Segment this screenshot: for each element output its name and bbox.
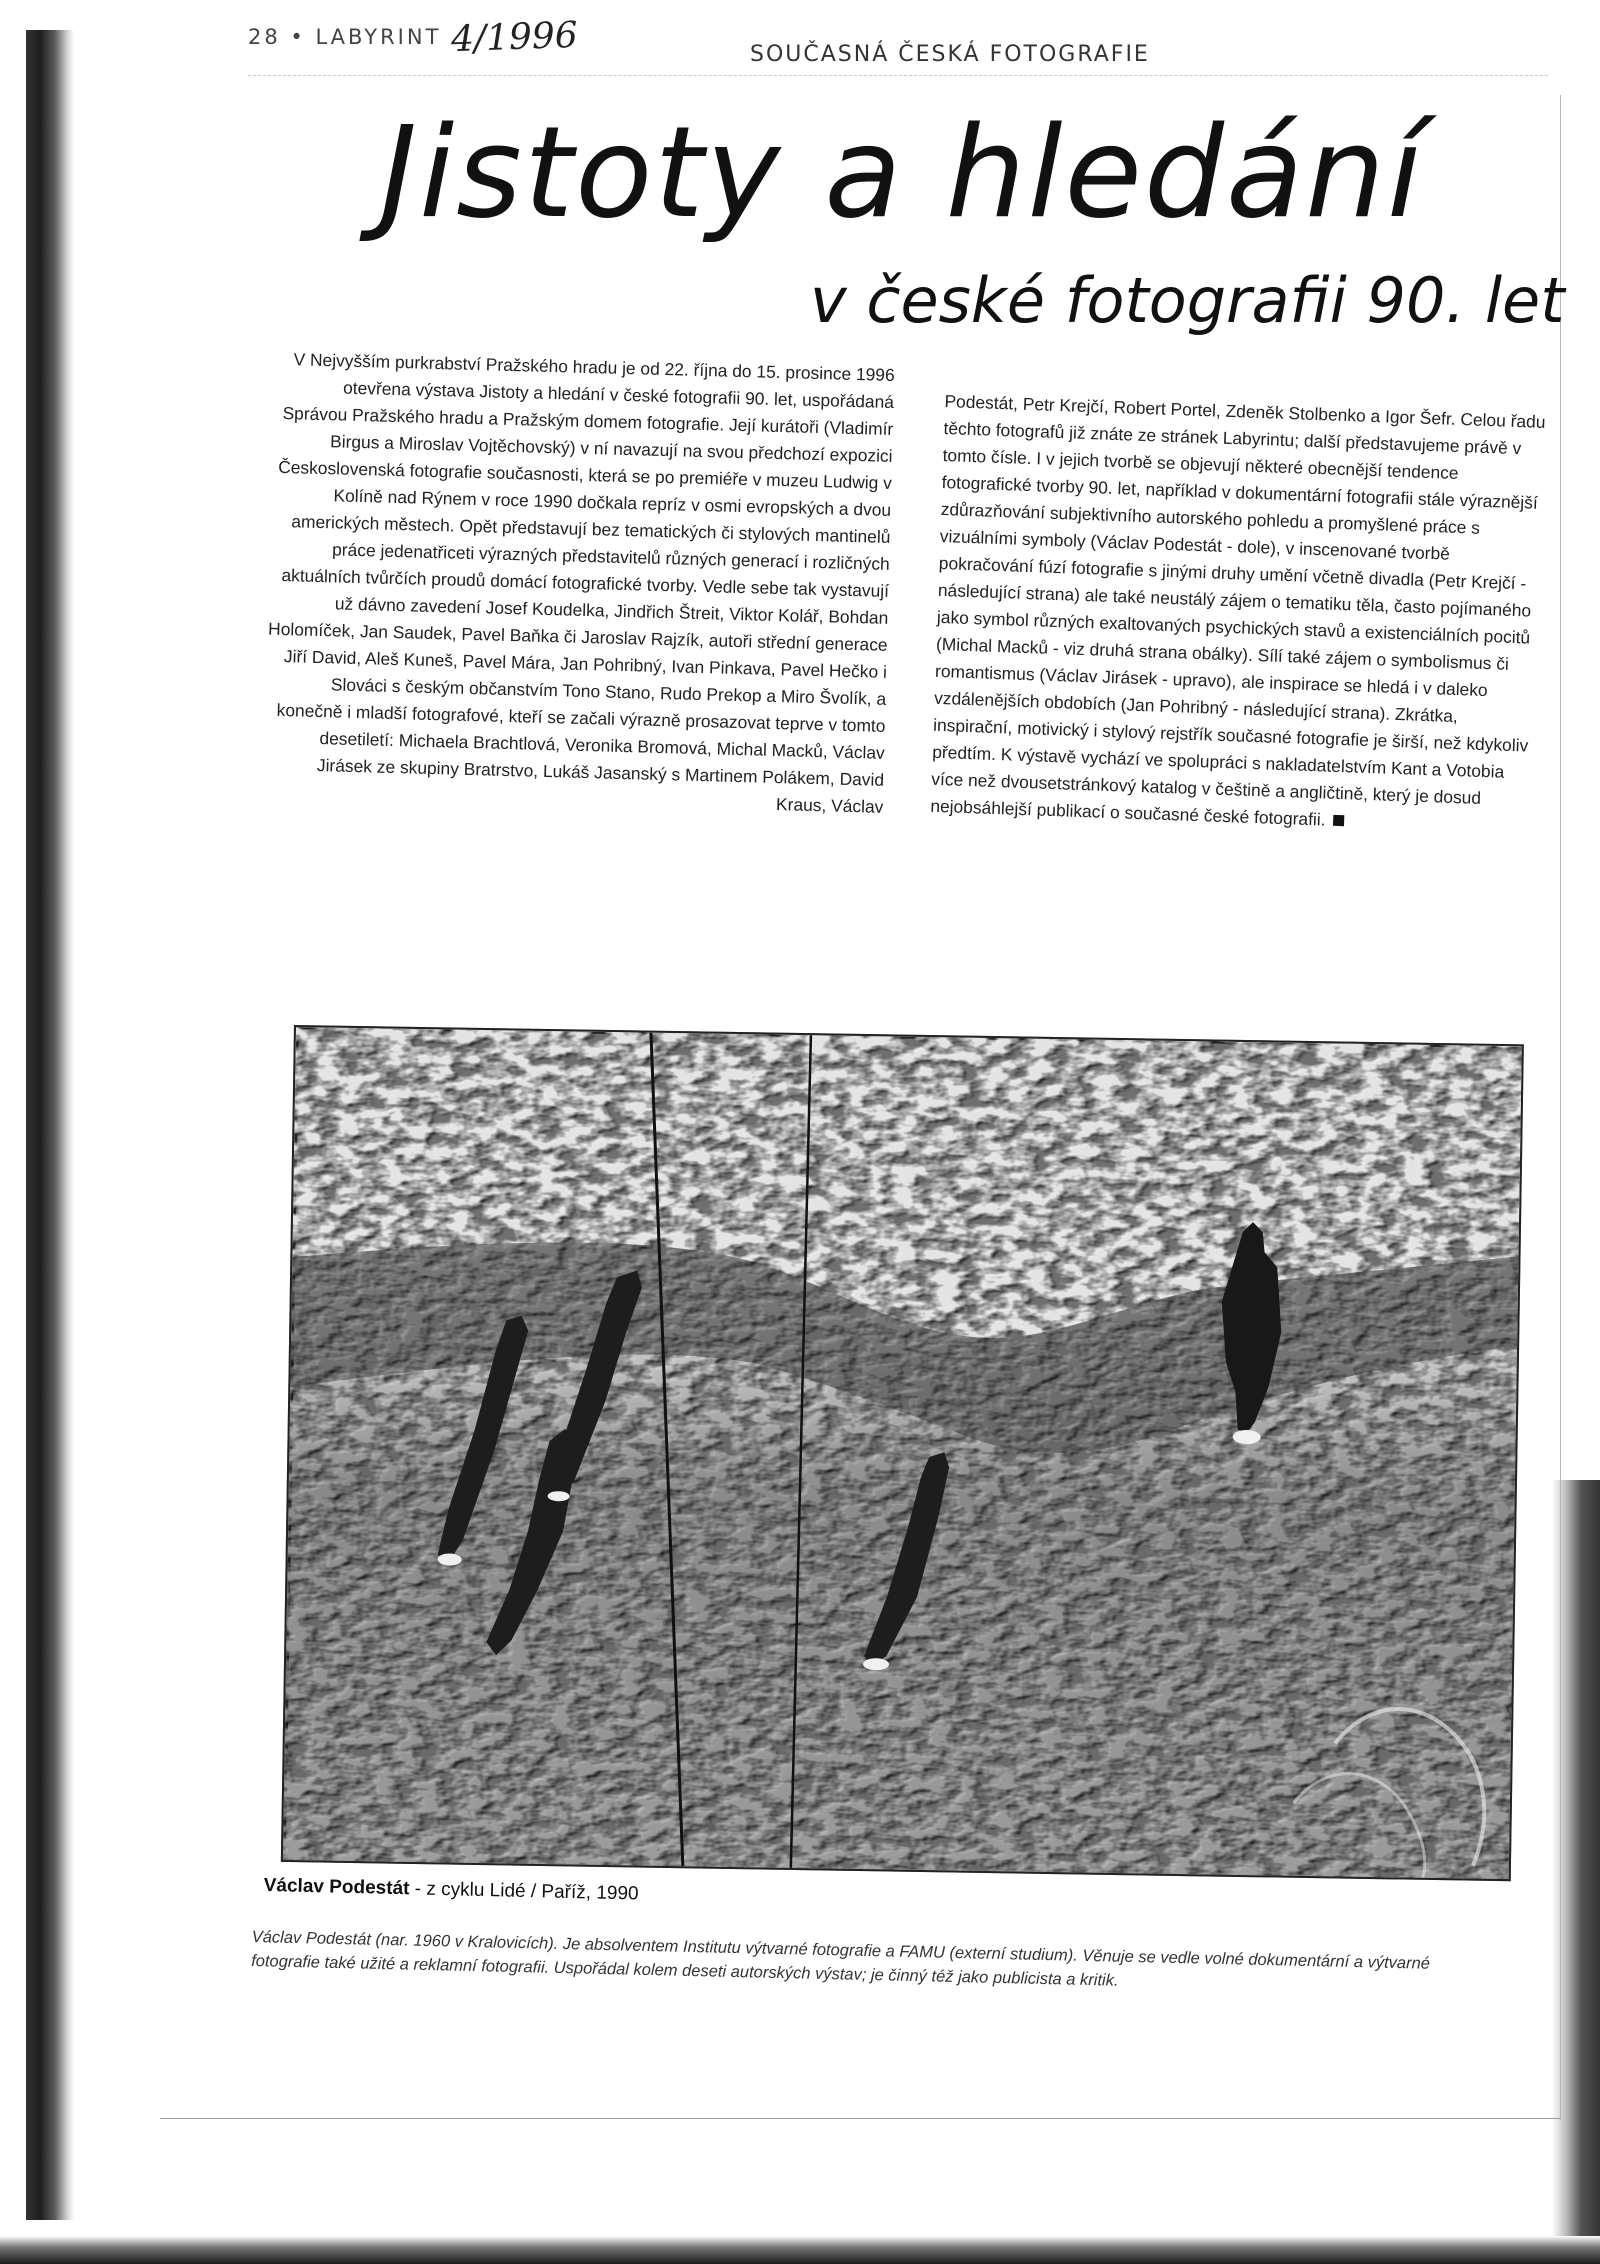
end-of-article-mark [1333, 815, 1344, 826]
photographer-bio: Václav Podestát (nar. 1960 v Kralovicích). Je absolventem Institutu výtvarné fotografie a FAMU (externí studium). Věnuje se vedle volné dokumentární a výtvarné fotografie také užité a reklamní fotografii. Uspořádal kolem deseti autorských výstav; je činný též jako publicista a kritik. [250, 1927, 1431, 1990]
scan-edge-bottom [0, 2236, 1600, 2264]
photo-caption-detail: - z cyklu Lidé / Paříž, 1990 [409, 1878, 639, 1905]
page-edge-line [160, 2118, 1560, 2119]
page-number-magazine: 28 • LABYRINT [248, 25, 442, 49]
article-text-left: V Nejvyšším purkrabství Pražského hradu je od 22. října do 15. prosince 1996 otevřena výstava Jistoty a hledání v české fotografii 90. let, uspořádaná Správou Pražského hradu a Pražským domem fotografie. Její kurátoři (Vladimír Birgus a Miroslav Vojtěchovský) v ní navazují na svou předchozí expozici Československá fotografie současnosti, která se po premiéře v muzeu Ludwig v Kolíně nad Rýnem v roce 1990 dočkala repríz v osmi evropských a dvou amerických městech. Opět představují bez tematických či stylových mantinelů práce jedenatřiceti výrazných představitelů různých generací i rozličných aktuálních tvůrčích proudů domácí fotografické tvorby. Vedle sebe tak vystavují už dávno zavedení Josef Koudelka, Jindřich Štreit, Viktor Kolář, Bohdan Holomíček, Jan Saudek, Pavel Baňka či Jaroslav Rajzík, autoři střední generace Jiří David, Aleš Kuneš, Pavel Mára, Jan Pohribný, Ivan Pinkava, Pavel Hečko i Slováci s českým občanstvím Tono Stano, Rudo Prekop a Miro Švolík, a konečně i mladší fotografové, kteří se začali výrazně prosazovat teprve v tomto desetiletí: Michaela Brachtlová, Veronika Bromová, Michal Macků, Václav Jirásek ze skupiny Bratrstvo, Lukáš Jasanský s Martinem Polákem, David Kraus, Václav [267, 349, 895, 817]
photo-caption [264, 1875, 639, 1906]
photograph-people-shadows [281, 1025, 1524, 1881]
article-column-left [263, 346, 895, 821]
running-head [248, 14, 578, 60]
article-text-right-body: Podestát, Petr Krejčí, Robert Portel, Zdeněk Stolbenko a Igor Šefr. Celou řadu těchto fotografů již znáte ze stránek Labyrintu; další představujeme právě v tomto čísle. I v jejich tvorbě se objevují některé obecnější tendence fotografické tvorby 90. let, například v dokumentární fotografii stále výraznější zdůrazňování subjektivního autorského pohledu a promyšlené práce s vizuálními symboly (Václav Podestát - dole), v inscenované tvorbě pokračování fúzí fotografie s jinými druhy umění včetně divadla (Petr Krejčí - následující strana) ale také neustálý zájem o tematiku těla, často pojímaného jako symbol různých exaltovaných psychických stavů a existenciálních pocitů (Michal Macků - viz druhá strana obálky). Sílí také zájem o symbolismus či romantismus (Václav Jirásek - upravo), ale inspirace se hledá i v daleko vzdálenějších obdobích (Jan Pohribný - následující strana). Zkrátka, inspirační, motivický i stylový rejstřík současné fotografie je širší, než kdykoliv předtím. K výstavě vychází ve spolupráci s nakladatelstvím Kant a Votobia více než dvousetstránkový katalog v češtině a angličtině, který je dosud nejobsáhlejší publikací o současné české fotografii. [930, 390, 1546, 830]
photo-caption-author: Václav Podestát [263, 1875, 410, 1900]
scan-edge-left [26, 30, 74, 2220]
article-text-right [930, 388, 1550, 841]
article-subheadline: v české fotografii 90. let [810, 264, 1565, 337]
section-title: SOUČASNÁ ČESKÁ FOTOGRAFIE [750, 42, 1150, 67]
handwritten-issue-note: 4/1996 [450, 14, 579, 60]
article-headline: Jistoty a hledání [380, 99, 1425, 246]
header-rule [248, 75, 1548, 76]
article-column-right [930, 388, 1550, 841]
page-edge-line-right [1560, 95, 1561, 2120]
